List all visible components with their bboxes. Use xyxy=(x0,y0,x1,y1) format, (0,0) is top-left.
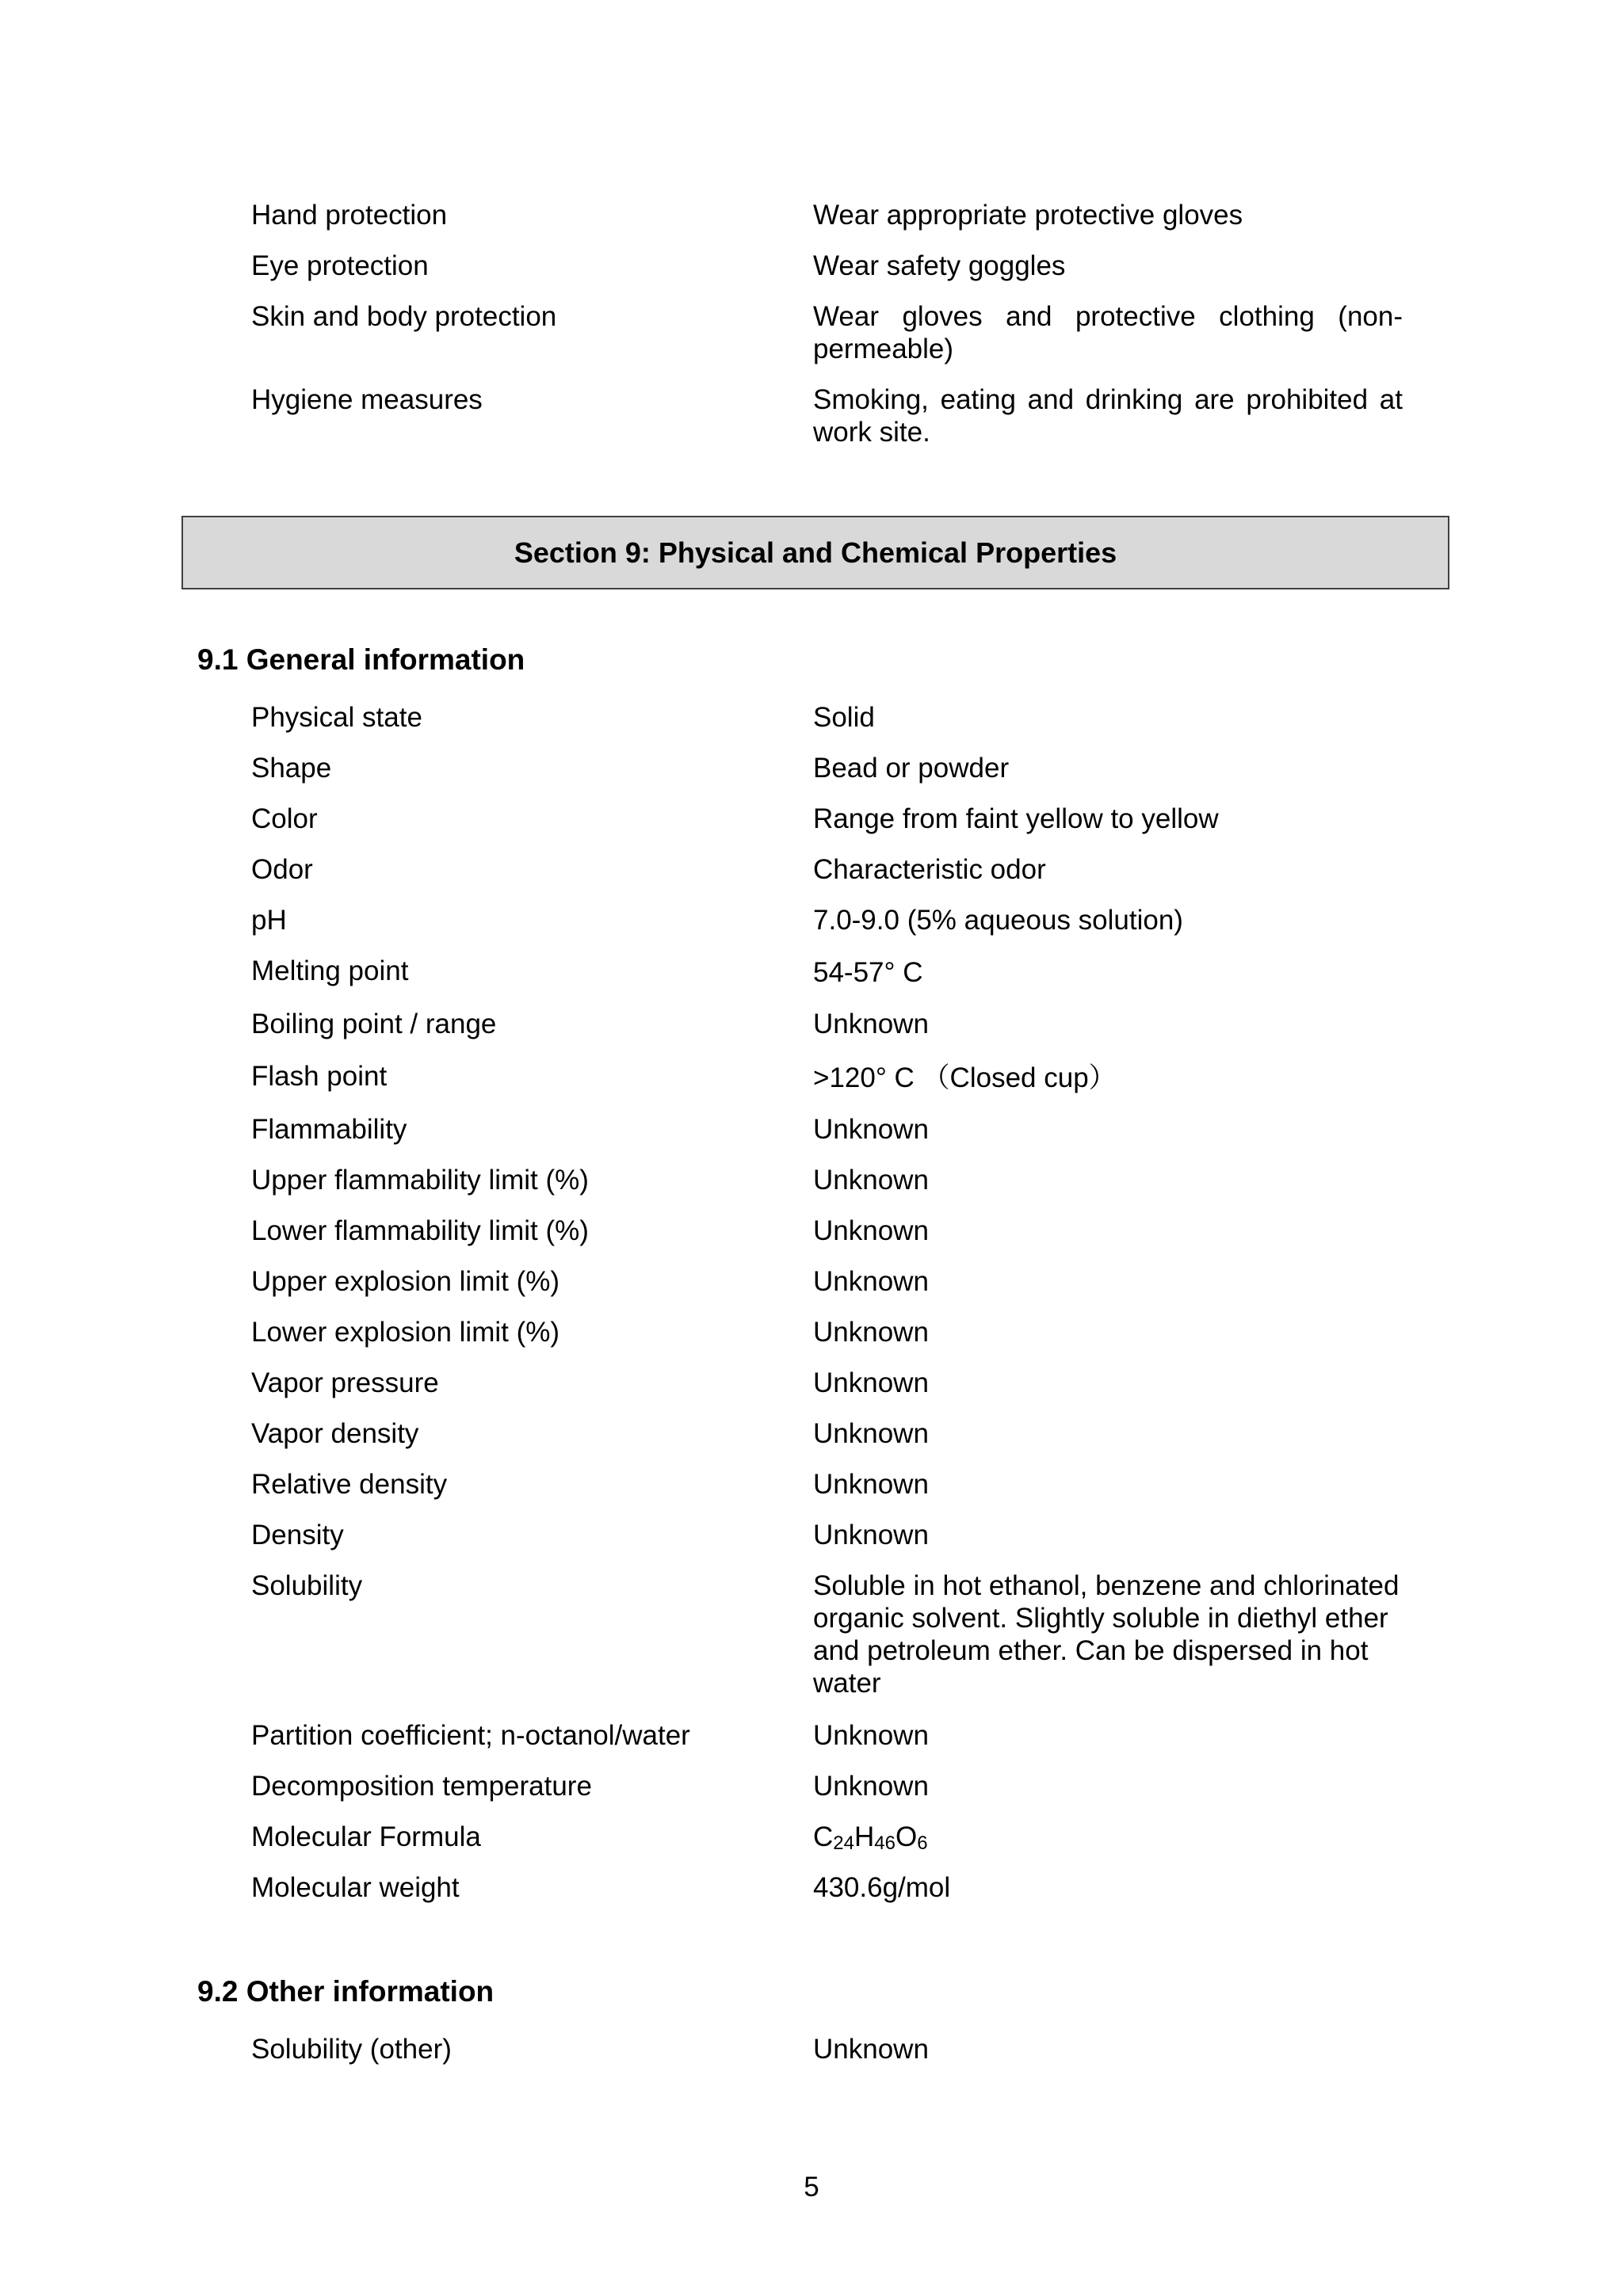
row-value: Unknown xyxy=(813,1215,929,1246)
table-row xyxy=(0,1719,1623,1770)
row-value: Wear gloves and protective clothing (non-permeable) xyxy=(813,301,1403,364)
table-row xyxy=(0,1871,1623,1922)
row-label: Solubility xyxy=(251,1570,363,1601)
general-properties-table xyxy=(0,701,1623,1922)
table-row xyxy=(0,300,1623,383)
row-value: Unknown xyxy=(813,1771,929,1802)
row-value: 54-57° C xyxy=(813,957,923,988)
row-label: Physical state xyxy=(251,702,422,733)
row-label: Vapor pressure xyxy=(251,1367,439,1398)
row-label: Partition coefficient; n-octanol/water xyxy=(251,1720,690,1751)
table-row xyxy=(0,1417,1623,1468)
row-label: Hand protection xyxy=(251,200,448,231)
table-row xyxy=(0,1316,1623,1367)
table-row xyxy=(0,1113,1623,1164)
table-row xyxy=(0,1519,1623,1569)
table-row xyxy=(0,1770,1623,1821)
row-value: Unknown xyxy=(813,1367,929,1398)
row-value: 7.0-9.0 (5% aqueous solution) xyxy=(813,905,1183,936)
row-label: pH xyxy=(251,905,287,936)
table-row xyxy=(0,1060,1623,1113)
table-row xyxy=(0,1468,1623,1519)
row-value: Unknown xyxy=(813,1720,929,1751)
row-label: Skin and body protection xyxy=(251,301,557,332)
table-row xyxy=(0,752,1623,803)
table-row xyxy=(0,1008,1623,1060)
row-label: Upper explosion limit (%) xyxy=(251,1266,560,1297)
table-row xyxy=(0,1821,1623,1871)
row-value: Unknown xyxy=(813,1469,929,1500)
page-number: 5 xyxy=(804,2172,819,2203)
row-value: Unknown xyxy=(813,1520,929,1550)
row-value: Unknown xyxy=(813,1009,929,1039)
row-label: Solubility (other) xyxy=(251,2034,452,2065)
row-value: >120° C （Closed cup） xyxy=(813,1062,1117,1093)
subsection-heading-other: 9.2 Other information xyxy=(197,1975,495,2008)
row-value: Unknown xyxy=(813,1266,929,1297)
row-label: Density xyxy=(251,1520,344,1550)
table-row xyxy=(0,853,1623,904)
row-value: Soluble in hot ethanol, benzene and chlorinated organic solvent. Slightly soluble in diethyl ether and petroleum ether. Can be dispersed in hot water xyxy=(813,1570,1400,1699)
row-label: Upper flammability limit (%) xyxy=(251,1165,589,1196)
row-value: 430.6g/mol xyxy=(813,1872,951,1903)
subsection-heading-general: 9.1 General information xyxy=(197,643,525,676)
molecular-formula: $C_{24}H_{46}O_6$ xyxy=(813,1821,928,1854)
row-label: Lower explosion limit (%) xyxy=(251,1317,560,1348)
row-label: Eye protection xyxy=(251,250,429,281)
row-label: Lower flammability limit (%) xyxy=(251,1215,589,1246)
row-label: Shape xyxy=(251,753,332,784)
row-value: Range from faint yellow to yellow xyxy=(813,803,1219,834)
table-row xyxy=(0,383,1623,467)
row-value: Solid xyxy=(813,702,875,733)
table-row xyxy=(0,955,1623,1008)
table-row xyxy=(0,803,1623,853)
row-value: Bead or powder xyxy=(813,753,1010,784)
other-properties-table xyxy=(0,2033,1623,2084)
table-row xyxy=(0,1164,1623,1215)
row-label: Odor xyxy=(251,854,313,885)
row-value: Unknown xyxy=(813,2034,929,2065)
table-row xyxy=(0,1265,1623,1316)
row-label: Molecular weight xyxy=(251,1872,460,1903)
row-value: Unknown xyxy=(813,1165,929,1196)
row-value: Unknown xyxy=(813,1418,929,1449)
table-row xyxy=(0,2033,1623,2084)
row-value: Unknown xyxy=(813,1317,929,1348)
table-row xyxy=(0,904,1623,955)
protection-table xyxy=(0,199,1623,467)
table-row xyxy=(0,250,1623,300)
table-row xyxy=(0,701,1623,752)
row-label: Melting point xyxy=(251,955,409,986)
table-row xyxy=(0,1569,1623,1719)
row-label: Vapor density xyxy=(251,1418,419,1449)
row-label: Decomposition temperature xyxy=(251,1771,592,1802)
section-header: Section 9: Physical and Chemical Properties xyxy=(181,516,1449,589)
row-label: Relative density xyxy=(251,1469,448,1500)
row-label: Flammability xyxy=(251,1114,407,1145)
row-value: Characteristic odor xyxy=(813,854,1046,885)
table-row xyxy=(0,1215,1623,1265)
table-row xyxy=(0,199,1623,250)
row-value: Wear appropriate protective gloves xyxy=(813,200,1243,231)
row-value: Smoking, eating and drinking are prohibited at work site. xyxy=(813,384,1403,448)
row-label: Hygiene measures xyxy=(251,384,483,415)
row-value: Wear safety goggles xyxy=(813,250,1066,281)
row-label: Boiling point / range xyxy=(251,1009,497,1039)
row-value: Unknown xyxy=(813,1114,929,1145)
row-label: Color xyxy=(251,803,318,834)
table-row xyxy=(0,1367,1623,1417)
row-label: Flash point xyxy=(251,1061,388,1092)
row-label: Molecular Formula xyxy=(251,1821,481,1852)
